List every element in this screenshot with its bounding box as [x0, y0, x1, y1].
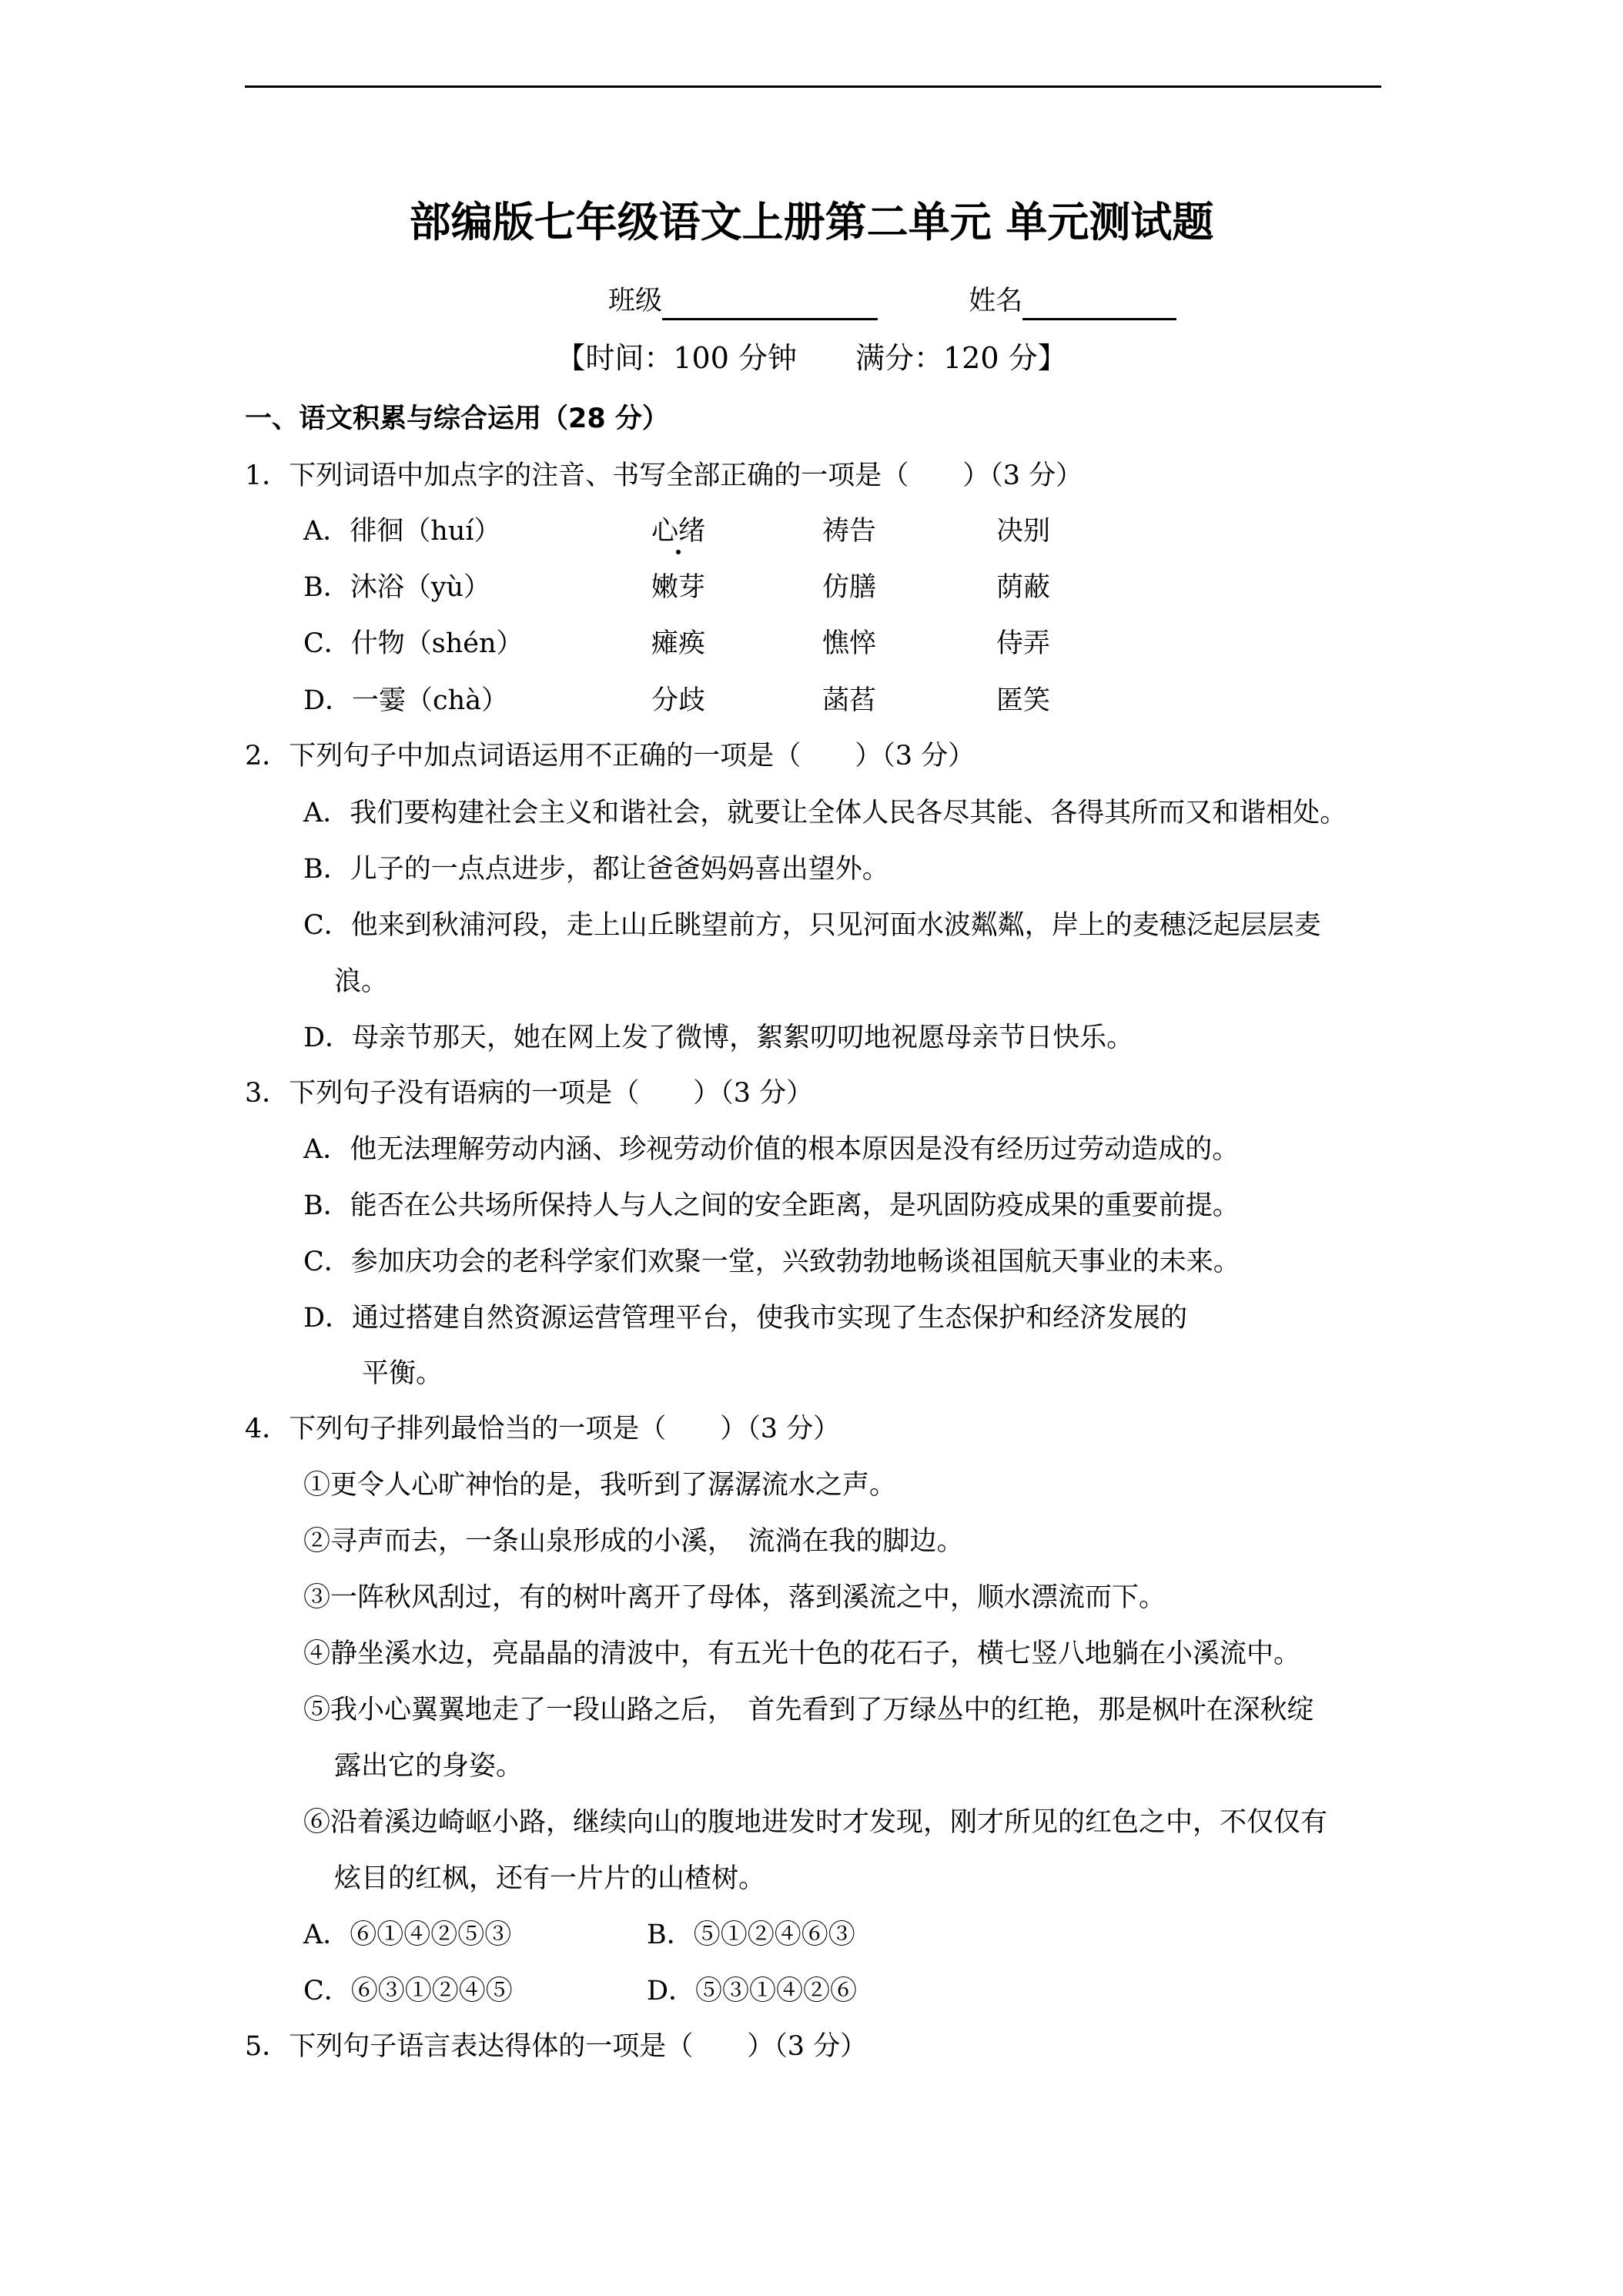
- top-rule: [245, 85, 1381, 88]
- q4-sentence-1: ①更令人心旷神怡的是，我听到了潺潺流水之声。: [303, 1470, 897, 1501]
- name-field[interactable]: [1022, 287, 1176, 320]
- student-info: [608, 282, 1176, 320]
- q1-d-word3: 匿笑: [996, 685, 1051, 716]
- time-info: 【时间：100 分钟 满分：120 分】: [556, 341, 1067, 375]
- q4-sentence-5-line1: ⑤我小心翼翼地走了一段山路之后， 首先看到了万绿丛中的红艳，那是枫叶在深秋绽: [303, 1695, 1314, 1725]
- q2-option-d: D．母亲节那天，她在网上发了微博，絮絮叨叨地祝愿母亲节日快乐。: [303, 1022, 1134, 1053]
- q1-c-word2: 憔悴: [822, 628, 877, 659]
- q1-a-label: A．徘徊（huí）: [303, 516, 501, 547]
- q2-option-a: A．我们要构建社会主义和谐社会，就要让全体人民各尽其能、各得其所而又和谐相处。: [303, 798, 1347, 828]
- q4-sentence-2: ②寻声而去，一条山泉形成的小溪， 流淌在我的脚边。: [303, 1526, 964, 1557]
- q1-d-word1: 分歧: [651, 685, 706, 716]
- q1-stem: 1．下列词语中加点字的注音、书写全部正确的一项是（ ）（3 分）: [245, 460, 1083, 491]
- q3-option-d-line1: D．通过搭建自然资源运营管理平台，使我市实现了生态保护和经济发展的: [303, 1303, 1188, 1334]
- section-heading: 一、语文积累与综合运用（28 分）: [245, 403, 669, 434]
- q1-c-label: C．什物（shén）: [303, 628, 524, 659]
- q4-option-a: A．⑥①④②⑤③: [303, 1919, 512, 1950]
- q4-option-d: D．⑤③①④②⑥: [647, 1976, 858, 2006]
- q3-stem: 3．下列句子没有语病的一项是（ ）（3 分）: [245, 1078, 814, 1109]
- q4-stem: 4．下列句子排列最恰当的一项是（ ）（3 分）: [245, 1414, 841, 1444]
- q4-sentence-3: ③一阵秋风刮过，有的树叶离开了母体，落到溪流之中，顺水漂流而下。: [303, 1582, 1166, 1613]
- q3-option-d-line2: 平衡。: [362, 1358, 443, 1389]
- class-label: 班级: [608, 286, 663, 316]
- q2-stem: 2．下列句子中加点词语运用不正确的一项是（ ）（3 分）: [245, 741, 975, 771]
- q3-option-a: A．他无法理解劳动内涵、珍视劳动价值的根本原因是没有经历过劳动造成的。: [303, 1134, 1240, 1165]
- q2-option-c-line1: C．他来到秋浦河段，走上山丘眺望前方，只见河面水波粼粼，岸上的麦穗泛起层层麦: [303, 910, 1321, 941]
- q2-option-b: B．儿子的一点点进步，都让爸爸妈妈喜出望外。: [303, 854, 889, 885]
- q1-a-word3: 决别: [996, 516, 1051, 547]
- q1-b-label: B．沐浴（yù）: [303, 572, 491, 603]
- class-field[interactable]: [662, 287, 878, 320]
- name-label: 姓名: [969, 286, 1023, 316]
- q4-sentence-5-line2: 露出它的身姿。: [334, 1751, 524, 1782]
- q3-option-c: C．参加庆功会的老科学家们欢聚一堂，兴致勃勃地畅谈祖国航天事业的未来。: [303, 1247, 1240, 1277]
- q4-sentence-6-line1: ⑥沿着溪边崎岖小路，继续向山的腹地进发时才发现，刚才所见的红色之中，不仅仅有: [303, 1807, 1328, 1838]
- page-title: 部编版七年级语文上册第二单元 单元测试题: [409, 198, 1214, 246]
- q4-sentence-6-line2: 炫目的红枫，还有一片片的山楂树。: [334, 1863, 766, 1894]
- q2-option-c-line2: 浪。: [334, 966, 389, 997]
- q1-c-word3: 侍弄: [996, 628, 1051, 659]
- q1-b-word1: 嫩芽: [651, 572, 706, 603]
- q4-option-c: C．⑥③①②④⑤: [303, 1976, 513, 2006]
- q1-c-word1: 瘫痪: [651, 628, 706, 659]
- q1-d-word2: 菡萏: [822, 685, 877, 716]
- q1-a-word2: 祷告: [822, 516, 877, 547]
- q1-b-word2: 仿膳: [822, 572, 877, 603]
- q5-stem: 5．下列句子语言表达得体的一项是（ ）（3 分）: [245, 2031, 868, 2062]
- q4-option-b: B．⑤①②④⑥③: [647, 1919, 855, 1950]
- q1-a-word1: 心绪: [651, 511, 705, 551]
- q3-option-b: B．能否在公共场所保持人与人之间的安全距离，是巩固防疫成果的重要前提。: [303, 1190, 1240, 1221]
- q1-b-word3: 荫蔽: [996, 572, 1051, 603]
- q1-d-label: D．一霎（chà）: [303, 685, 509, 716]
- q4-sentence-4: ④静坐溪水边，亮晶晶的清波中，有五光十色的花石子，横七竖八地躺在小溪流中。: [303, 1638, 1301, 1669]
